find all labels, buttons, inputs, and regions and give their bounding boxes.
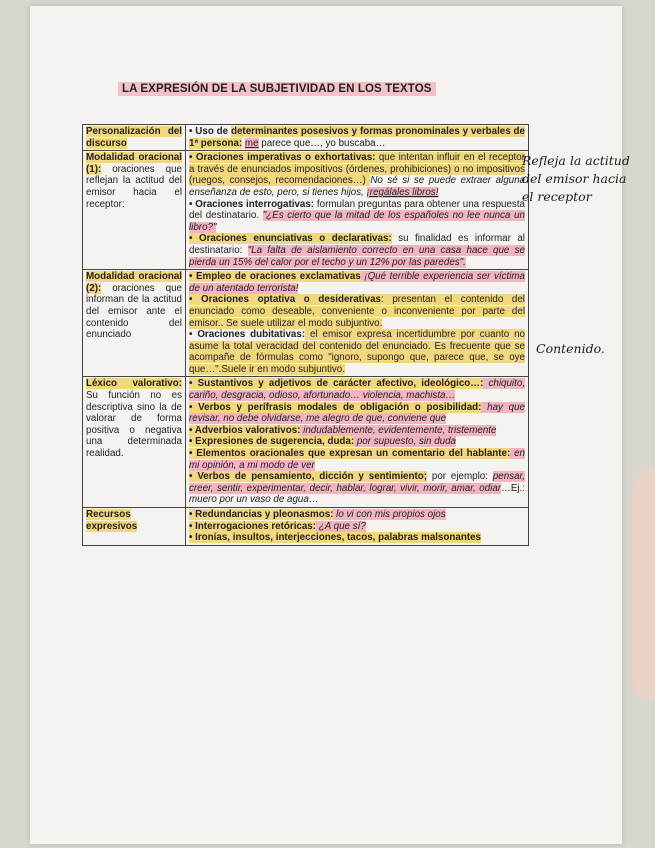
text-segment: ¡Qué terrible experiencia ser víctima de un atentado terrorista! bbox=[189, 271, 525, 294]
text-segment: por supuesto, sin duda bbox=[354, 436, 456, 448]
text-segment: • Empleo de oraciones exclamativas bbox=[189, 271, 361, 283]
text-segment: : presentan el contenido del enunciado como deseable, conveniente o inconveniente por parte del emisor.. Se suele utilizar el modo subjuntivo. bbox=[189, 294, 525, 329]
bullet-paragraph bbox=[189, 233, 525, 268]
finger-edge bbox=[633, 470, 655, 700]
note-line: del emisor hacia bbox=[522, 171, 627, 186]
text-segment: pensar, creer, sentir, experimentar, decir, hablar, lograr, vivir, morir, amar, odiar bbox=[189, 471, 525, 494]
text-segment: No sé si se puede extraer alguna enseñanza de esto, pero, si tienes hijos, bbox=[189, 175, 525, 198]
note-line: Refleja la actitud bbox=[522, 153, 630, 168]
text-segment: su finalidad es informar al destinatario: bbox=[189, 233, 525, 256]
note-line: el receptor bbox=[522, 189, 592, 204]
text-segment: • Oraciones dubitativas: bbox=[189, 329, 306, 341]
text-segment: el emisor expresa incertidumbre por cuanto no asume la total veracidad del contenido del enunciado. Es frecuente que se acompañe de fórmulas como "ignoro, supongo que, parece que, se oye que…".Suele ir en modo subjuntivo. bbox=[189, 329, 526, 375]
row-heading-description: oraciones que informan de la actitud del emisor ante el contenido del enunciado bbox=[86, 282, 182, 341]
table-row bbox=[83, 151, 529, 270]
bullet-paragraph bbox=[189, 425, 525, 437]
bullet-paragraph bbox=[189, 532, 525, 544]
bullet-paragraph bbox=[189, 152, 525, 198]
text-segment: lo vi con mis propios ojos bbox=[333, 509, 446, 520]
bullet-paragraph bbox=[189, 126, 525, 149]
handwritten-note-actitud bbox=[522, 152, 630, 206]
text-segment: chiquito, cariño, desgracia, odioso, afortunado… violencia, machista… bbox=[189, 378, 525, 402]
text-segment: "¿Es cierto que la mitad de los españoles no lee nunca un libro?" bbox=[189, 210, 525, 233]
row-heading-description: oraciones que reflejan la actitud del emisor hacia el receptor: bbox=[86, 163, 182, 210]
row-content-cell bbox=[186, 377, 529, 508]
row-heading-cell bbox=[83, 125, 186, 151]
text-segment: que intentan influir en el receptor a través de enunciados impositivos (órdenes, prohibiciones) o no impositivos (ruegos, consejos, recomendaciones…) bbox=[189, 152, 525, 187]
bullet-paragraph bbox=[189, 329, 525, 375]
row-content-cell bbox=[186, 151, 529, 270]
text-segment: • Interrogaciones retóricas: bbox=[189, 520, 317, 532]
text-segment: • Oraciones imperativas o exhortativas: bbox=[189, 152, 376, 164]
text-segment: • Uso de bbox=[189, 126, 231, 137]
text-segment: hay que revisar, no debe olvidarse, me alegro de que, conviene que bbox=[189, 401, 525, 425]
bullet-paragraph bbox=[189, 448, 525, 471]
row-heading: Recursos expresivos bbox=[86, 509, 138, 532]
text-segment: • Expresiones de sugerencia, duda: bbox=[189, 436, 355, 448]
text-segment: ¡regálales libros! bbox=[366, 186, 439, 198]
text-segment: me bbox=[244, 137, 259, 149]
text-segment: muero por un vaso de agua… bbox=[189, 494, 319, 506]
bullet-paragraph bbox=[189, 521, 525, 533]
row-heading: Personalización del discurso bbox=[86, 126, 182, 149]
page-title: LA EXPRESIÓN DE LA SUBJETIVIDAD EN LOS TEXTOS bbox=[118, 82, 436, 96]
bullet-paragraph bbox=[189, 509, 525, 521]
text-segment: • Elementos oracionales que expresan un comentario del hablante: bbox=[189, 448, 511, 460]
content-table bbox=[82, 124, 529, 546]
row-heading-cell bbox=[83, 151, 186, 270]
text-segment: • Redundancias y pleonasmos: bbox=[189, 509, 334, 520]
text-segment: • Verbos y perífrasis modales de obligación o posibilidad: bbox=[189, 401, 482, 413]
text-segment: …Ej.: bbox=[501, 482, 525, 494]
text-segment: • Oraciones optativa o desiderativas bbox=[189, 294, 382, 306]
text-segment: indudablemente, evidentemente, tristemente bbox=[300, 424, 497, 436]
text-segment: determinantes posesivos y formas pronominales y verbales de 1ª persona: bbox=[189, 126, 525, 149]
text-segment: • Verbos de pensamiento, dicción y sentimiento; bbox=[189, 471, 427, 483]
row-content-cell bbox=[186, 125, 529, 151]
row-heading: Modalidad oracional (1): bbox=[86, 152, 182, 175]
row-heading: Modalidad oracional (2): bbox=[86, 271, 182, 294]
text-segment: en mi opinión, a mi modo de ver bbox=[189, 448, 525, 471]
text-segment: • Adverbios valorativos: bbox=[189, 424, 301, 436]
table-row bbox=[83, 377, 529, 508]
row-heading: Léxico valorativo: bbox=[86, 378, 182, 390]
text-segment: • Sustantivos y adjetivos de carácter afectivo, ideológico…: bbox=[189, 378, 484, 390]
text-segment: formulan preguntas para obtener una respuesta del destinatario. bbox=[189, 198, 525, 222]
row-heading-description: Su función no es descriptiva sino la de valorar de forma positiva o negativa una determinada realidad. bbox=[86, 390, 182, 460]
row-content-cell bbox=[186, 270, 529, 377]
bullet-paragraph bbox=[189, 402, 525, 425]
bullet-paragraph bbox=[189, 271, 525, 294]
text-segment: ¿A que sí? bbox=[316, 520, 366, 532]
text-segment: • Oraciones interrogativas: bbox=[189, 198, 315, 210]
bullet-paragraph bbox=[189, 378, 525, 401]
bullet-paragraph bbox=[189, 436, 525, 448]
bullet-paragraph bbox=[189, 199, 525, 234]
bullet-paragraph bbox=[189, 471, 525, 506]
row-heading-cell bbox=[83, 508, 186, 546]
table-row bbox=[83, 270, 529, 377]
row-content-cell bbox=[186, 508, 529, 546]
text-segment: por ejemplo: bbox=[427, 471, 493, 483]
row-heading-cell bbox=[83, 270, 186, 377]
text-segment: "La falta de aislamiento correcto en una casa hace que se pierda un 15% del calor por el techo y un 12% por las paredes". bbox=[189, 244, 526, 268]
table-row bbox=[83, 508, 529, 546]
table-row bbox=[83, 125, 529, 151]
text-segment: • Oraciones enunciativas o declarativas: bbox=[189, 233, 392, 245]
bullet-paragraph bbox=[189, 294, 525, 329]
handwritten-note-contenido: Contenido. bbox=[536, 341, 605, 356]
row-heading-cell bbox=[83, 377, 186, 508]
text-segment: • Ironías, insultos, interjecciones, tacos, palabras malsonantes bbox=[189, 532, 481, 544]
text-segment: parece que…, yo buscaba… bbox=[258, 137, 386, 149]
